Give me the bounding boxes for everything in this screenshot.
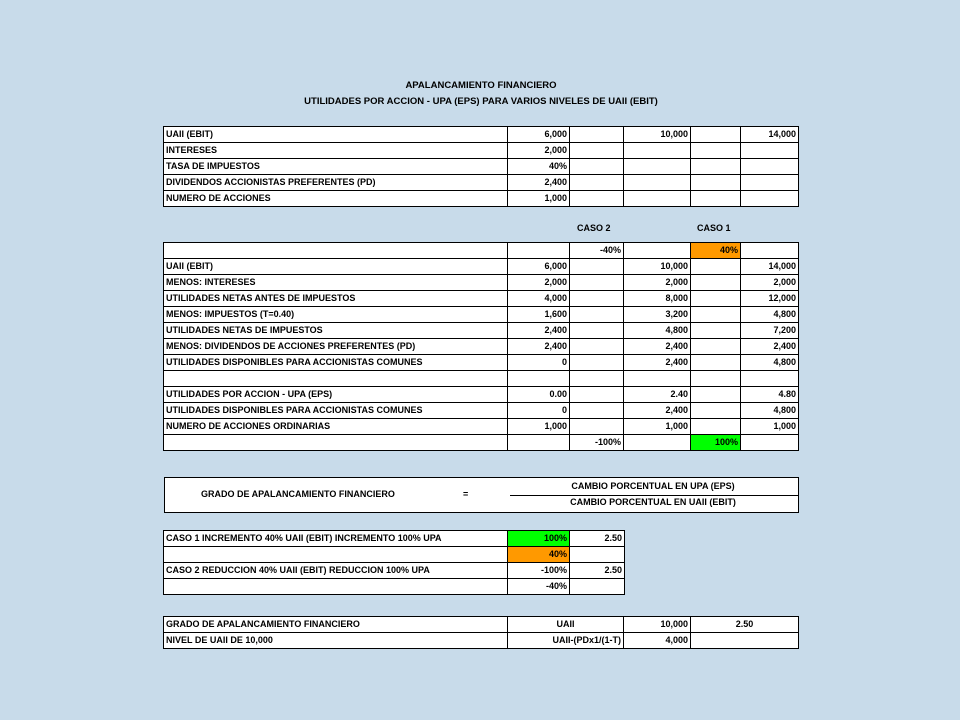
table-row <box>164 547 625 563</box>
table-cell: 2,400 <box>624 355 691 371</box>
table-row <box>164 563 625 579</box>
table-cell: 10,000 <box>624 127 691 143</box>
table-cell: 2,400 <box>508 175 570 191</box>
sheet-subtitle: UTILIDADES POR ACCION - UPA (EPS) PARA VARIOS NIVELES DE UAII (EBIT) <box>304 96 658 107</box>
table-cell: 4,800 <box>741 307 799 323</box>
eps-table <box>163 242 799 451</box>
table-cell: UAII-(PDx1/(1-T) <box>508 633 624 649</box>
table-cell <box>570 419 624 435</box>
table-cell <box>691 371 741 387</box>
table-row <box>164 403 799 419</box>
table-cell: UTILIDADES NETAS DE IMPUESTOS <box>164 323 508 339</box>
table-cell <box>624 435 691 451</box>
table-cell <box>691 307 741 323</box>
table-cell: NIVEL DE UAII DE 10,000 <box>164 633 508 649</box>
table-cell <box>741 243 799 259</box>
formula-numerator: CAMBIO PORCENTUAL EN UPA (EPS) <box>571 481 735 491</box>
table-cell: 2.50 <box>570 531 625 547</box>
table-cell: 10,000 <box>624 617 691 633</box>
table-row <box>164 143 799 159</box>
table-cell: 2,000 <box>508 275 570 291</box>
table-cell: 1,600 <box>508 307 570 323</box>
table-cell: 3,200 <box>624 307 691 323</box>
table-cell: UAII <box>508 617 624 633</box>
table-cell <box>741 159 799 175</box>
table-cell <box>508 243 570 259</box>
table-cell: 6,000 <box>508 259 570 275</box>
table-cell <box>691 339 741 355</box>
table-cell <box>741 191 799 207</box>
table-cell: 7,200 <box>741 323 799 339</box>
table-cell: UTILIDADES DISPONIBLES PARA ACCIONISTAS COMUNES <box>164 403 508 419</box>
formula-equals: = <box>463 489 469 499</box>
caso2-label: CASO 2 <box>577 223 611 233</box>
table-cell: -100% <box>570 435 624 451</box>
table-cell: MENOS: DIVIDENDOS DE ACCIONES PREFERENTES (PD) <box>164 339 508 355</box>
table-cell: 4,800 <box>624 323 691 339</box>
table-cell <box>624 371 691 387</box>
sheet-title: APALANCAMIENTO FINANCIERO <box>405 80 557 91</box>
table-cell <box>691 633 799 649</box>
table-row <box>164 617 799 633</box>
table-cell: 2.50 <box>570 563 625 579</box>
table-cell: 2,000 <box>741 275 799 291</box>
table-cell: -40% <box>570 243 624 259</box>
table-cell <box>691 143 741 159</box>
table-cell: 4.80 <box>741 387 799 403</box>
table-cell <box>570 159 624 175</box>
table-cell: UAII (EBIT) <box>164 127 508 143</box>
table-row <box>164 339 799 355</box>
table-cell <box>570 307 624 323</box>
table-cell: 1,000 <box>508 419 570 435</box>
table-cell: 12,000 <box>741 291 799 307</box>
table-cell: 40% <box>691 243 741 259</box>
formula-fraction-line <box>510 495 798 496</box>
table-cell <box>508 435 570 451</box>
table-cell <box>570 191 624 207</box>
table-cell: 14,000 <box>741 127 799 143</box>
table-row <box>164 291 799 307</box>
table-cell: 10,000 <box>624 259 691 275</box>
table-cell <box>691 275 741 291</box>
table-cell: 0 <box>508 403 570 419</box>
table-row <box>164 127 799 143</box>
table-cell <box>164 435 508 451</box>
table-cell <box>691 323 741 339</box>
table-cell <box>570 355 624 371</box>
table-cell: 4,000 <box>508 291 570 307</box>
table-cell: 0 <box>508 355 570 371</box>
table-cell: UTILIDADES POR ACCION - UPA (EPS) <box>164 387 508 403</box>
table-cell: 1,000 <box>741 419 799 435</box>
table-cell <box>691 419 741 435</box>
table-cell <box>164 547 508 563</box>
table-cell: MENOS: INTERESES <box>164 275 508 291</box>
table-cell: 0.00 <box>508 387 570 403</box>
table-cell <box>691 355 741 371</box>
table-row <box>164 531 625 547</box>
table-cell: 2,400 <box>741 339 799 355</box>
table-cell <box>624 243 691 259</box>
table-row <box>164 387 799 403</box>
table-row <box>164 579 625 595</box>
table-cell: DIVIDENDOS ACCIONISTAS PREFERENTES (PD) <box>164 175 508 191</box>
table-cell <box>691 127 741 143</box>
table-cell <box>164 579 508 595</box>
table-cell: 2,400 <box>624 339 691 355</box>
table-cell <box>741 435 799 451</box>
table-cell <box>570 579 625 595</box>
table-cell: NUMERO DE ACCIONES <box>164 191 508 207</box>
table-cell: 2,000 <box>624 275 691 291</box>
table-row <box>164 307 799 323</box>
table-cell: 40% <box>508 547 570 563</box>
table-cell <box>691 291 741 307</box>
table-cell: GRADO DE APALANCAMIENTO FINANCIERO <box>164 617 508 633</box>
table-cell <box>691 191 741 207</box>
table-row <box>164 275 799 291</box>
table-cell: 100% <box>691 435 741 451</box>
table-cell: 2.50 <box>691 617 799 633</box>
table-cell: UAII (EBIT) <box>164 259 508 275</box>
table-cell <box>570 339 624 355</box>
table-cell <box>164 371 508 387</box>
table-cell: 8,000 <box>624 291 691 307</box>
table-cell <box>741 143 799 159</box>
table-cell <box>691 175 741 191</box>
table-cell: 4,800 <box>741 355 799 371</box>
table-row <box>164 159 799 175</box>
table-row <box>164 243 799 259</box>
table-cell <box>570 371 624 387</box>
table-cell: -100% <box>508 563 570 579</box>
table-row <box>164 419 799 435</box>
table-row <box>164 355 799 371</box>
dfl-level-table <box>163 616 799 649</box>
table-cell <box>570 323 624 339</box>
table-cell <box>570 291 624 307</box>
table-row <box>164 371 799 387</box>
table-cell: 2,400 <box>508 339 570 355</box>
table-cell <box>741 175 799 191</box>
table-cell <box>691 387 741 403</box>
table-cell: 14,000 <box>741 259 799 275</box>
table-cell: 100% <box>508 531 570 547</box>
table-cell <box>508 371 570 387</box>
table-cell: 40% <box>508 159 570 175</box>
table-cell: INTERESES <box>164 143 508 159</box>
table-cell: TASA DE IMPUESTOS <box>164 159 508 175</box>
table-cell <box>570 403 624 419</box>
table-cell <box>570 127 624 143</box>
table-cell <box>570 175 624 191</box>
table-cell <box>164 243 508 259</box>
table-cell <box>624 175 691 191</box>
caso1-label: CASO 1 <box>697 223 731 233</box>
table-cell <box>570 547 625 563</box>
table-cell: 6,000 <box>508 127 570 143</box>
table-row <box>164 633 799 649</box>
dfl-formula-box <box>164 477 799 513</box>
table-cell <box>691 159 741 175</box>
table-cell <box>691 259 741 275</box>
table-cell <box>741 371 799 387</box>
table-row <box>164 435 799 451</box>
table-row <box>164 175 799 191</box>
table-cell <box>570 143 624 159</box>
table-row <box>164 259 799 275</box>
table-cell <box>570 259 624 275</box>
table-cell: 2,000 <box>508 143 570 159</box>
table-cell: 1,000 <box>624 419 691 435</box>
table-cell: 2,400 <box>508 323 570 339</box>
table-cell <box>570 387 624 403</box>
cases-table <box>163 530 625 595</box>
table-cell <box>624 143 691 159</box>
table-row <box>164 191 799 207</box>
table-cell <box>624 159 691 175</box>
table-cell: CASO 2 REDUCCION 40% UAII (EBIT) REDUCCION 100% UPA <box>164 563 508 579</box>
table-cell: CASO 1 INCREMENTO 40% UAII (EBIT) INCREMENTO 100% UPA <box>164 531 508 547</box>
table-cell: 4,800 <box>741 403 799 419</box>
table-cell: UTILIDADES NETAS ANTES DE IMPUESTOS <box>164 291 508 307</box>
table-row <box>164 323 799 339</box>
table-cell: UTILIDADES DISPONIBLES PARA ACCIONISTAS COMUNES <box>164 355 508 371</box>
table-cell: MENOS: IMPUESTOS (T=0.40) <box>164 307 508 323</box>
table-cell <box>570 275 624 291</box>
formula-label: GRADO DE APALANCAMIENTO FINANCIERO <box>201 489 395 499</box>
table-cell: -40% <box>508 579 570 595</box>
table-cell: NUMERO DE ACCIONES ORDINARIAS <box>164 419 508 435</box>
formula-denominator: CAMBIO PORCENTUAL EN UAII (EBIT) <box>570 497 736 507</box>
table-cell: 4,000 <box>624 633 691 649</box>
table-cell <box>691 403 741 419</box>
inputs-table <box>163 126 799 207</box>
table-cell <box>624 191 691 207</box>
table-cell: 1,000 <box>508 191 570 207</box>
table-cell: 2.40 <box>624 387 691 403</box>
table-cell: 2,400 <box>624 403 691 419</box>
